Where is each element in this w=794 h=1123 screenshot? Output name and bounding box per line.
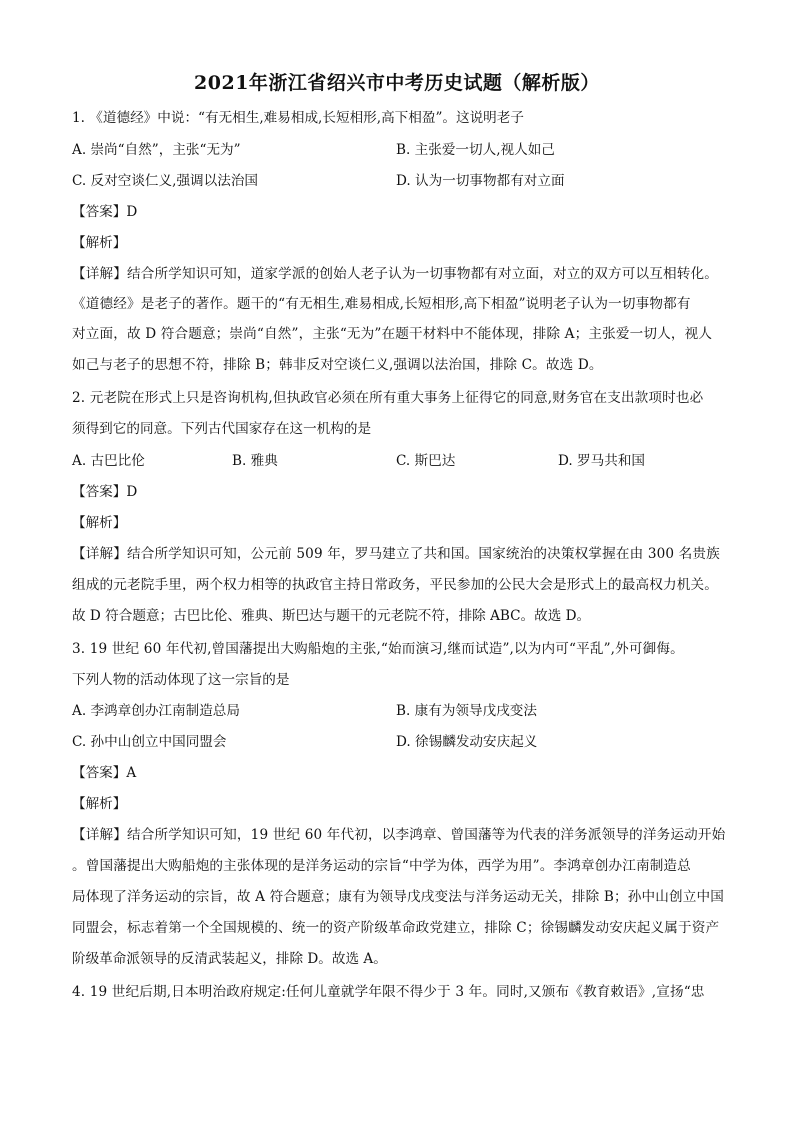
question-3-option-d: D. 徐锡麟发动安庆起义	[396, 734, 538, 750]
question-1-detail-line: 【详解】结合所学知识可知，道家学派的创始人老子认为一切事物都有对立面，对立的双方可以互相转化。	[72, 266, 718, 282]
question-1-detail-line: 对立面，故 D 符合题意；崇尚“自然”，主张“无为”在题干材料中不能体现，排除 A；主张爱一切人，视人	[72, 326, 713, 342]
question-1-answer: 【答案】D	[72, 204, 138, 220]
question-2-detail-line: 故 D 符合题意；古巴比伦、雅典、斯巴达与题干的元老院不符，排除 ABC。故选 D。	[72, 608, 591, 624]
question-1-stem: 1. 《道德经》中说：“有无相生,难易相成,长短相形,高下相盈”。这说明老子	[72, 110, 524, 126]
question-2-option-c: C. 斯巴达	[396, 453, 456, 469]
question-2-answer: 【答案】D	[72, 484, 138, 500]
question-3-detail-line: 【详解】结合所学知识可知，19 世纪 60 年代初，以李鸿章、曾国藩等为代表的洋务派领导的洋务运动开始	[72, 827, 726, 843]
question-4-stem: 4. 19 世纪后期,日本明治政府规定:任何儿童就学年限不得少于 3 年。同时,又颁布《教育敕语》,宣扬“忠	[72, 984, 705, 1000]
question-3-option-b: B. 康有为领导戊戌变法	[396, 703, 537, 719]
question-3-stem-line: 3. 19 世纪 60 年代初,曾国藩提出大购船炮的主张,“始而演习,继而试造”,以为内可“平乱”,外可御侮。	[72, 641, 684, 657]
question-1-option-c: C. 反对空谈仁义,强调以法治国	[72, 173, 259, 189]
question-1-detail-line: 如己与老子的思想不符，排除 B；韩非反对空谈仁义,强调以法治国，排除 C。故选 D。	[72, 357, 603, 373]
page-title: 2021年浙江省绍兴市中考历史试题（解析版）	[194, 72, 600, 94]
question-1-option-d: D. 认为一切事物都有对立面	[396, 173, 565, 189]
question-3-detail-line: 。曾国藩提出大购船炮的主张体现的是洋务运动的宗旨“中学为体，西学为用”。李鸿章创办江南制造总	[72, 858, 691, 874]
question-2-stem-line: 须得到它的同意。下列古代国家存在这一机构的是	[72, 421, 372, 437]
question-2-option-b: B. 雅典	[232, 453, 278, 469]
question-3-option-c: C. 孙中山创立中国同盟会	[72, 734, 227, 750]
question-2-analysis-label: 【解析】	[72, 515, 127, 531]
question-2-option-d: D. 罗马共和国	[558, 453, 646, 469]
question-2-detail-line: 【详解】结合所学知识可知，公元前 509 年，罗马建立了共和国。国家统治的决策权掌握在由 300 名贵族	[72, 546, 720, 562]
question-2-stem-line: 2. 元老院在形式上只是咨询机构,但执政官必须在所有重大事务上征得它的同意,财务官在支出款项时也必	[72, 390, 704, 406]
question-3-stem-line: 下列人物的活动体现了这一宗旨的是	[72, 672, 290, 688]
question-3-detail-line: 同盟会，标志着第一个全国规模的、统一的资产阶级革命政党建立，排除 C；徐锡麟发动安庆起义属于资产	[72, 920, 720, 936]
question-2-detail-line: 组成的元老院手里，两个权力相等的执政官主持日常政务，平民参加的公民大会是形式上的最高权力机关。	[72, 577, 718, 593]
question-1-option-a: A. 崇尚“自然”，主张“无为”	[72, 142, 241, 158]
question-3-detail-line: 阶级革命派领导的反清武装起义，排除 D。故选 A。	[72, 951, 387, 967]
question-3-answer: 【答案】A	[72, 765, 137, 781]
question-1-analysis-label: 【解析】	[72, 235, 127, 251]
question-2-option-a: A. 古巴比伦	[72, 453, 145, 469]
question-1-detail-line: 《道德经》是老子的著作。题干的“有无相生,难易相成,长短相形,高下相盈”说明老子认为一切事物都有	[72, 296, 691, 312]
question-3-analysis-label: 【解析】	[72, 796, 127, 812]
question-3-detail-line: 局体现了洋务运动的宗旨，故 A 符合题意；康有为领导戊戌变法与洋务运动无关，排除 B；孙中山创立中国	[72, 889, 724, 905]
question-3-option-a: A. 李鸿章创办江南制造总局	[72, 703, 240, 719]
question-1-option-b: B. 主张爱一切人,视人如己	[396, 142, 555, 158]
